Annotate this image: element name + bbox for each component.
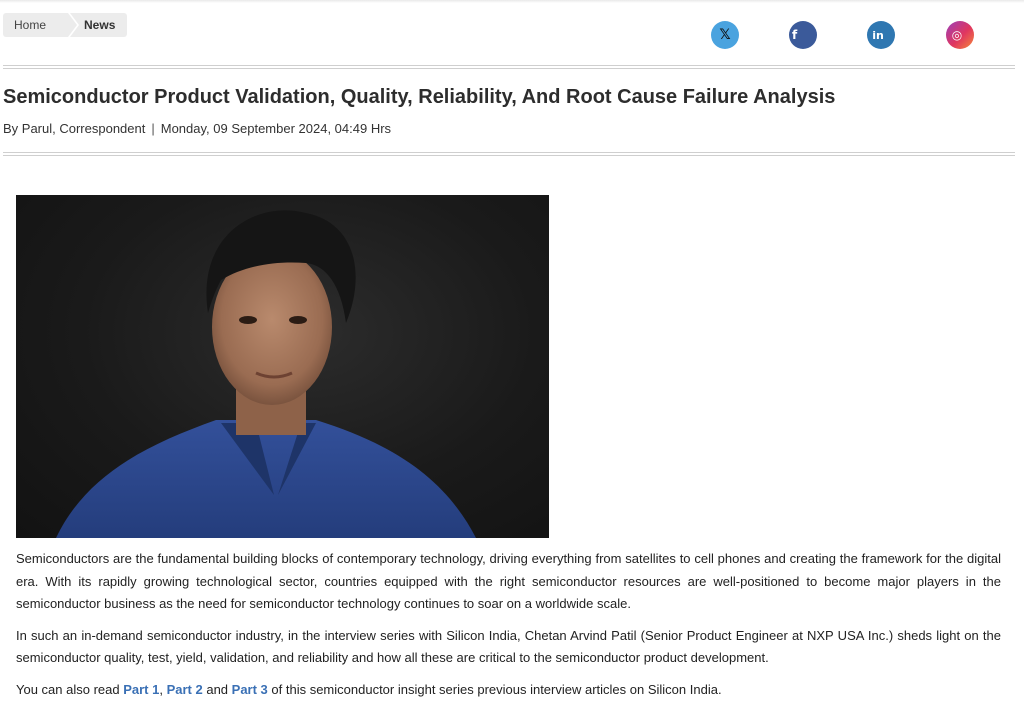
portrait-illustration: [16, 195, 549, 538]
article-meta: [3, 121, 391, 136]
top-shadow: [0, 0, 1024, 3]
linkedin-glyph: in: [872, 28, 884, 42]
read-more-prefix: You can also read: [16, 681, 124, 697]
meta-divider: [3, 152, 1015, 156]
x-glyph: 𝕏: [719, 27, 731, 43]
linkedin-share-icon[interactable]: [867, 21, 895, 49]
part-3-link[interactable]: Part 3: [231, 681, 268, 697]
read-more-and: and: [202, 681, 232, 697]
read-more-suffix: of this semiconductor insight series previous interview articles on Silicon India.: [267, 681, 722, 697]
meta-separator: |: [151, 121, 155, 136]
x-share-icon[interactable]: [711, 21, 739, 49]
article-body: [16, 548, 1001, 710]
breadcrumb-home-link[interactable]: Home: [3, 13, 68, 37]
article-byline: By Parul, Correspondent: [3, 121, 146, 136]
instagram-share-icon[interactable]: [946, 21, 974, 49]
facebook-glyph: f: [792, 28, 798, 42]
article-photo: [16, 195, 549, 538]
breadcrumb-news-link[interactable]: News: [70, 13, 127, 37]
read-more-comma: ,: [159, 681, 167, 697]
part-2-link[interactable]: Part 2: [166, 681, 203, 697]
article-date: Monday, 09 September 2024, 04:49 Hrs: [160, 121, 392, 136]
breadcrumb: [3, 13, 127, 37]
header-divider: [3, 65, 1015, 69]
article-paragraph-2: In such an in-demand semiconductor industry, in the interview series with Silicon India, Chetan Arvind Patil (Senior Product Engineer at NXP USA Inc.) sheds light on the semiconductor quality, test, yield, validation, and reliability and how all these are critical to the semiconductor product development.: [16, 627, 1001, 665]
part-1-link[interactable]: Part 1: [123, 681, 160, 697]
facebook-share-icon[interactable]: [789, 21, 817, 49]
article-title: Semiconductor Product Validation, Quality, Reliability, And Root Cause Failure Analysis: [3, 86, 836, 108]
read-more-paragraph: [16, 679, 1001, 702]
article-paragraph-1: Semiconductors are the fundamental building blocks of contemporary technology, driving everything from satellites to cell phones and creating the framework for the digital era. With its rapidly growing technological sector, countries equipped with the right semiconductor resources are well-positioned to become major players in the semiconductor business as the need for semiconductor technology continues to soar on a worldwide scale.: [16, 551, 1001, 611]
instagram-glyph: ◎: [951, 28, 963, 42]
